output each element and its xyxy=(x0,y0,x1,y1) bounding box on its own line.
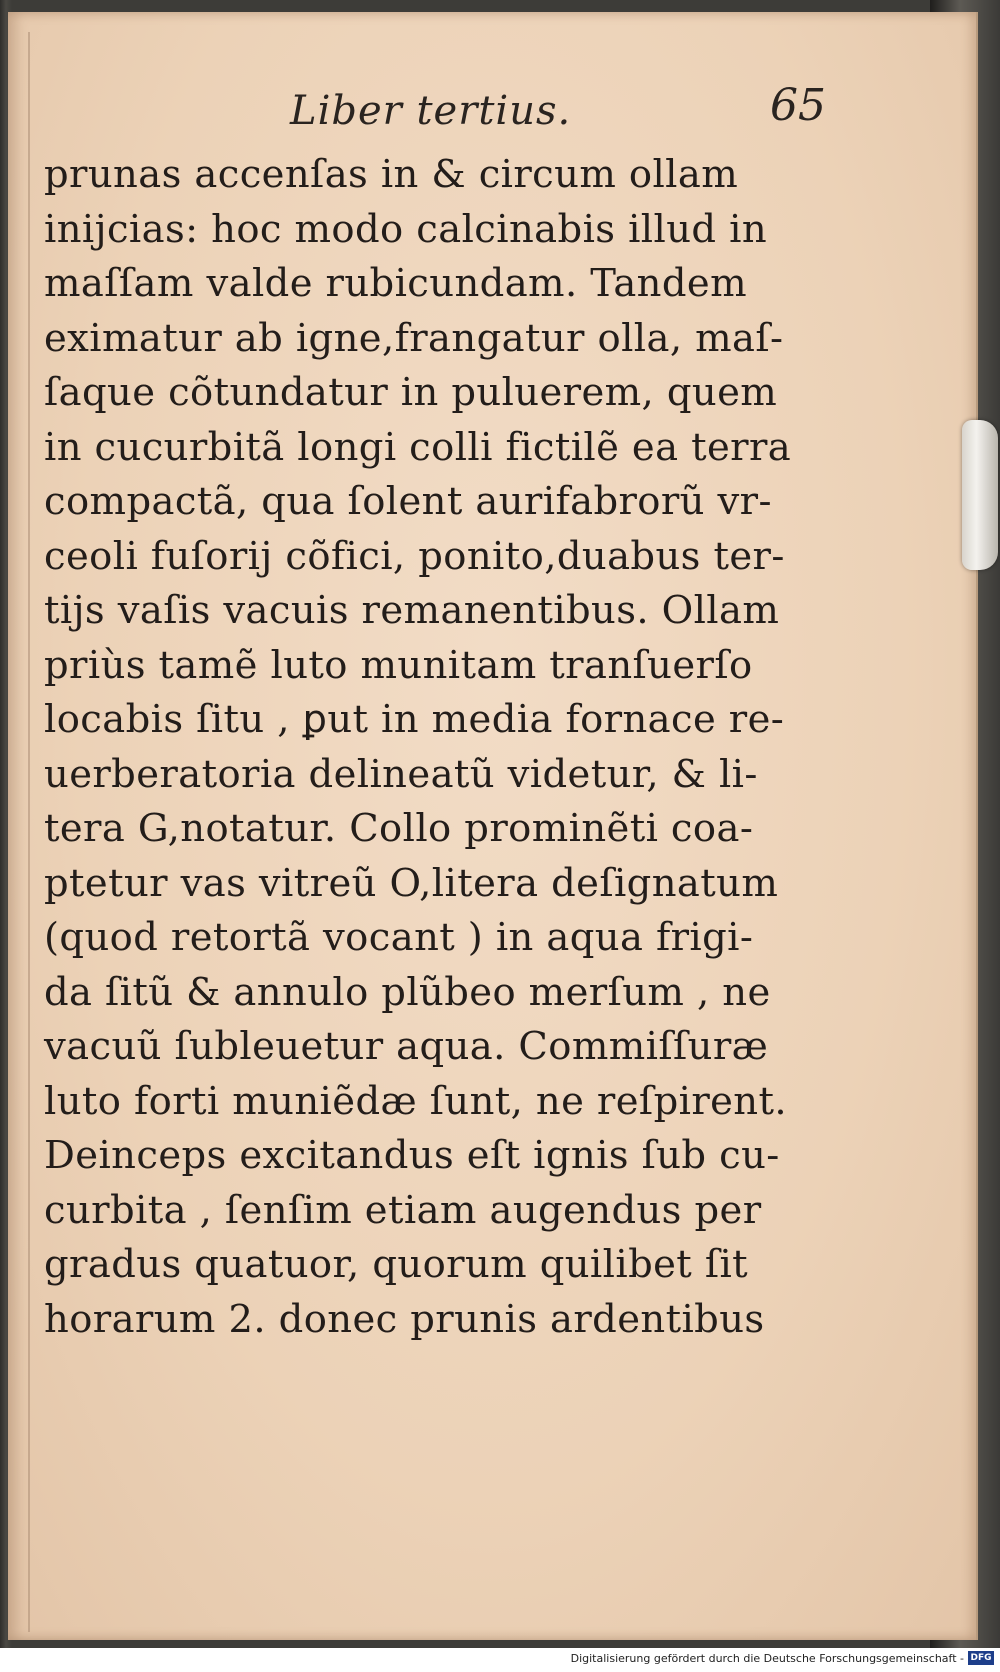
text-line: inijcias: hoc modo calcinabis illud in xyxy=(44,206,768,252)
page-gutter-rule xyxy=(28,32,30,1632)
running-head: Liber tertius. xyxy=(290,88,572,134)
text-line: priùs tamẽ luto munitam tranſuerſo xyxy=(44,642,753,688)
text-line: vacuũ ſubleuetur aqua. Commiſſuræ xyxy=(44,1024,769,1069)
text-line: da ſitũ & annulo plũbeo merſum , ne xyxy=(44,969,771,1015)
text-line: prunas accenſas in & circum ollam xyxy=(44,152,739,197)
text-line: tera G,notatur. Collo prominẽti coa- xyxy=(44,806,754,851)
text-line: ptetur vas vitreũ O,litera deſignatum xyxy=(44,860,779,906)
text-line: tijs vaſis vacuis remanentibus. Ollam xyxy=(44,588,780,633)
text-line: curbita , ſenſim etiam augendus per xyxy=(44,1187,762,1233)
text-line: ſaque cõtundatur in puluerem, quem xyxy=(44,370,778,415)
text-line: (quod retortã vocant ) in aqua frigi- xyxy=(44,915,754,960)
text-line: in cucurbitã longi colli fictilẽ ea terra xyxy=(44,424,792,470)
text-line: luto forti muniẽdæ ſunt, ne reſpirent. xyxy=(44,1078,788,1124)
body-text xyxy=(44,148,844,1347)
text-line: locabis ſitu , ꝑut in media fornace re- xyxy=(44,697,785,742)
dfg-logo: DFG xyxy=(968,1651,994,1665)
text-line: gradus quatuor, quorum quilibet ſit xyxy=(44,1242,749,1287)
text-line: maſſam valde rubicundam. Tandem xyxy=(44,261,748,306)
text-line: uerberatoria delineatũ videtur, & li- xyxy=(44,751,758,797)
text-line: eximatur ab igne,frangatur olla, maſ- xyxy=(44,315,784,361)
text-line: horarum 2. donec prunis ardentibus xyxy=(44,1296,765,1342)
footer-credit: Digitalisierung gefördert durch die Deutsche Forschungsgemeinschaft - xyxy=(570,1652,964,1665)
page-clip xyxy=(962,420,998,570)
text-line: ceoli fuſorij cõfici, ponito,duabus ter- xyxy=(44,533,785,579)
text-line: Deinceps excitandus eſt ignis ſub cu- xyxy=(44,1133,780,1178)
text-line: compactã, qua ſolent aurifabrorũ vr- xyxy=(44,479,772,524)
page-number: 65 xyxy=(770,80,826,131)
